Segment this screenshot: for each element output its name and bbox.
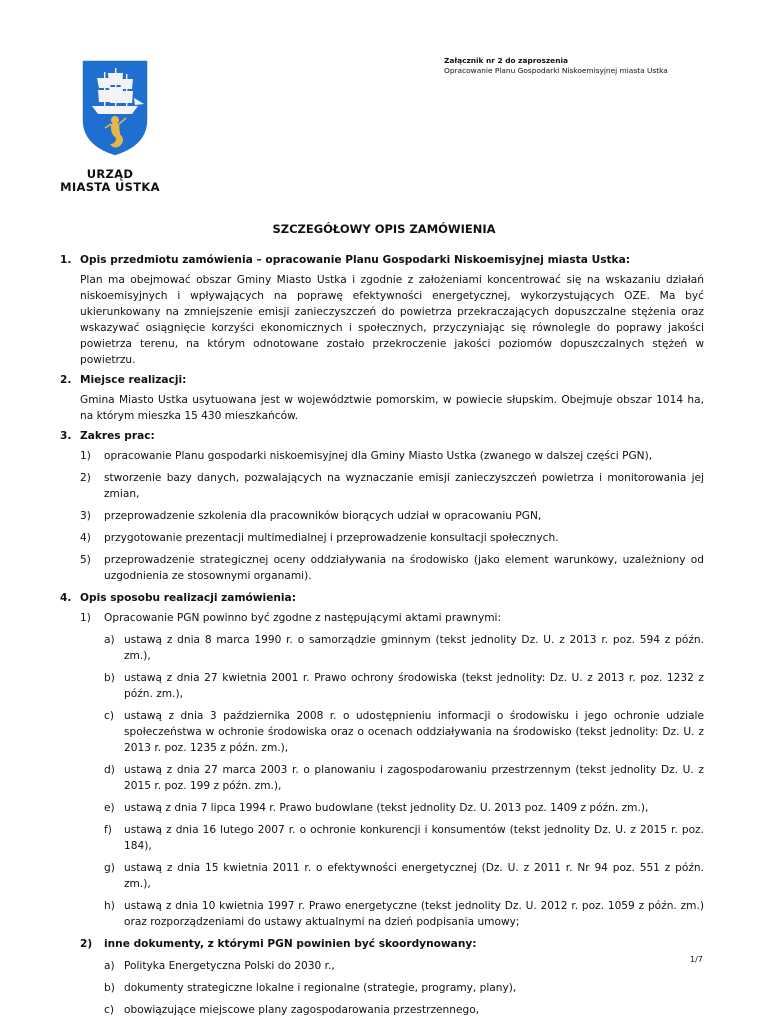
legal-act-item: e) ustawą z dnia 7 lipca 1994 r. Prawo budowlane (tekst jednolity Dz. U. 2013 poz. 1409 z późn. zm.),: [104, 802, 649, 814]
list-item: 5) przeprowadzenie strategicznej oceny oddziaływania na środowisko (jako element warunkowy, uzależniony od uzgodnienia ze stosownymi organami).: [80, 554, 704, 582]
attachment-label: Załącznik nr 2 do zaproszenia: [444, 56, 568, 65]
legal-act-item: h) ustawą z dnia 10 kwietnia 1997 r. Prawo energetyczne (tekst jednolity Dz. U. 2012 r. poz. 1059 z późn. zm.) oraz rozporządzeniami do ustawy aktualnymi na dzień podpisania umowy;: [104, 900, 704, 928]
document-item: b) dokumenty strategiczne lokalne i regionalne (strategie, programy, plany),: [104, 982, 517, 994]
list-item: 1) opracowanie Planu gospodarki niskoemisyjnej dla Gminy Miasto Ustka (zwanego w dalszej części PGN),: [80, 450, 653, 462]
header-block: [444, 56, 668, 76]
legal-act-item: b) ustawą z dnia 27 kwietnia 2001 r. Prawo ochrony środowiska (tekst jednolity: Dz. U. z 2013 r. poz. 1232 z późn. zm.),: [104, 672, 704, 700]
document-title: SZCZEGÓŁOWY OPIS ZAMÓWIENIA: [272, 222, 496, 236]
list-item: 4) przygotowanie prezentacji multimedialnej i przeprowadzenie konsultacji społecznych.: [80, 532, 559, 544]
legal-act-item: c) ustawą z dnia 3 października 2008 r. o udostępnieniu informacji o środowisku i jego ochronie udziale społeczeństwa w ochronie środowiska oraz o ocenach oddziaływania na środowisko (tekst jednolity: Dz. U. z 2013 r. poz. 1235 z późn. zm.),: [104, 710, 704, 754]
legal-act-item: g) ustawą z dnia 15 kwietnia 2011 r. o efektywności energetycznej (Dz. U. z 2011 r. Nr 94 poz. 551 z późn. zm.),: [104, 862, 704, 890]
list-item: 3) przeprowadzenie szkolenia dla pracowników biorących udział w opracowaniu PGN,: [80, 510, 542, 522]
section-number: 1.: [60, 254, 72, 266]
legal-act-item: f) ustawą z dnia 16 lutego 2007 r. o ochronie konkurencji i konsumentów (tekst jednolity Dz. U. z 2015 r. poz. 184),: [104, 824, 704, 852]
office-name: [50, 168, 170, 194]
section-2-text: Gmina Miasto Ustka usytuowana jest w województwie pomorskim, w powiecie słupskim. Obejmuje obszar 1014 ha, na którym mieszka 15 430 mieszkańców.: [80, 394, 704, 422]
section-1-heading: [60, 252, 704, 268]
section-number: 2.: [60, 374, 72, 386]
section-4-heading: [60, 590, 704, 606]
document-body: [60, 252, 704, 1024]
section-number: 4.: [60, 592, 72, 604]
section-heading-text: Zakres prac:: [80, 430, 155, 442]
section-number: 3.: [60, 430, 72, 442]
document-item: a) Polityka Energetyczna Polski do 2030 r.,: [104, 960, 335, 972]
section-heading-text: Opis przedmiotu zamówienia – opracowanie Planu Gospodarki Niskoemisyjnej miasta Ustka:: [80, 254, 630, 266]
list-item: 2) inne dokumenty, z którymi PGN powinien być skoordynowany:: [80, 938, 477, 950]
ustka-crest-logo: [80, 58, 150, 158]
office-line-2: MIASTA USTKA: [60, 180, 160, 194]
ship-hull: [92, 106, 138, 114]
list-item: 2) stworzenie bazy danych, pozwalających na wyznaczanie emisji zanieczyszczeń powietrza i monitorowania jej zmian,: [80, 472, 704, 500]
document-item: c) obowiązujące miejscowe plany zagospodarowania przestrzennego,: [104, 1004, 480, 1016]
legal-act-item: d) ustawą z dnia 27 marca 2003 r. o planowaniu i zagospodarowaniu przestrzennym (tekst jednolity Dz. U. z 2015 r. poz. 199 z późn. zm.),: [104, 764, 704, 792]
header-subtitle: Opracowanie Planu Gospodarki Niskoemisyjnej miasta Ustka: [444, 66, 668, 75]
section-heading-text: Miejsce realizacji:: [80, 374, 187, 386]
section-2-heading: [60, 372, 704, 388]
legal-act-item: a) ustawą z dnia 8 marca 1990 r. o samorządzie gminnym (tekst jednolity Dz. U. z 2013 r. poz. 594 z późn. zm.),: [104, 634, 704, 662]
list-item: 1) Opracowanie PGN powinno być zgodne z następującymi aktami prawnymi:: [80, 612, 502, 624]
office-line-1: URZĄD: [86, 167, 134, 181]
section-heading-text: Opis sposobu realizacji zamówienia:: [80, 592, 296, 604]
section-1-text: Plan ma obejmować obszar Gminy Miasto Ustka i zgodnie z założeniami koncentrować się na wskazaniu działań niskoemisyjnych i wpływających na poprawę efektywności energetycznej, wykorzystujących OZE. Ma być ukierunkowany na zmniejszenie emisji zanieczyszczeń do powietrza przekraczających dopuszczalne stężenia oraz wskazywać osiągnięcie korzyści ekonomicznych i społecznych, przyczyniając się równolegle do poprawy jakości powietrza terenu, na którym odnotowane zostało przekroczenie jakości poziomów dopuszczalnych stężeń w powietrzu.: [80, 274, 704, 366]
page-number: 1/7: [690, 955, 703, 964]
section-3-heading: [60, 428, 704, 444]
